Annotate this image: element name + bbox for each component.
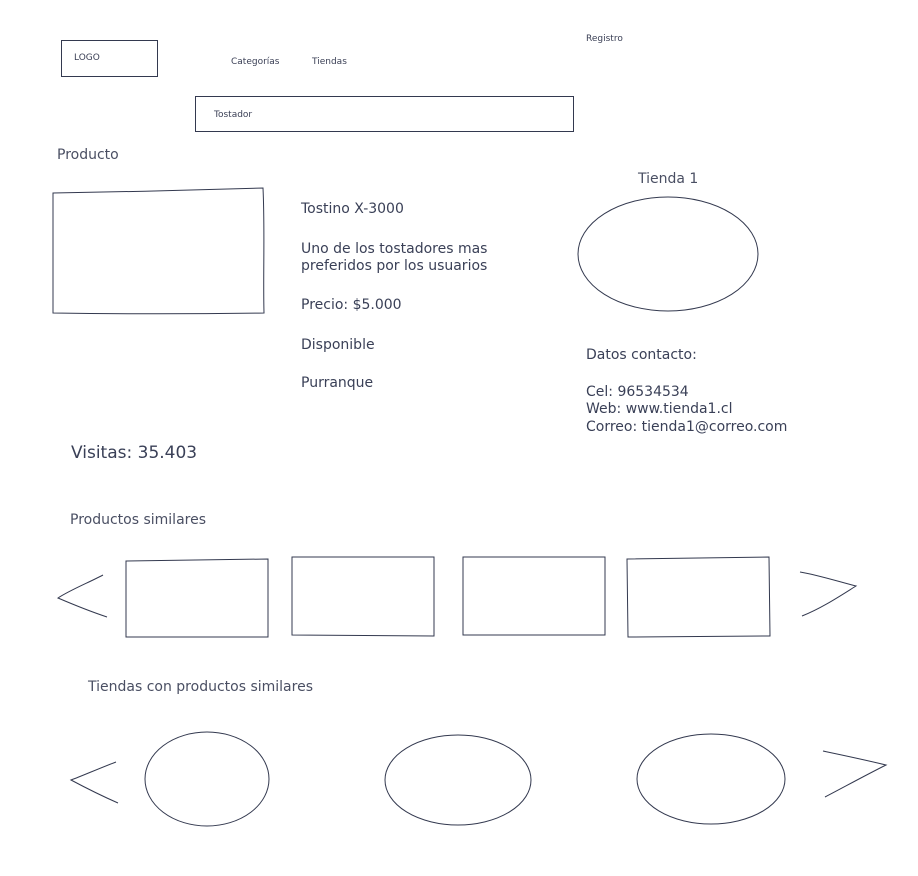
store-web[interactable]: Web: www.tienda1.cl [586, 401, 733, 417]
product-location: Purranque [301, 375, 374, 391]
visits-count: Visitas: 35.403 [71, 443, 198, 463]
store-name: Tienda 1 [638, 171, 699, 187]
store-email[interactable]: Correo: tienda1@correo.com [586, 419, 788, 435]
product-name: Tostino X-3000 [301, 201, 404, 217]
similar-store-avatar[interactable] [385, 735, 531, 825]
store-contact-title: Datos contacto: [586, 347, 697, 363]
similar-store-avatar[interactable] [637, 734, 785, 824]
search-input-value: Tostador [214, 110, 253, 120]
product-price: Precio: $5.000 [301, 297, 402, 313]
product-availability: Disponible [301, 337, 375, 353]
similar-store-avatar[interactable] [145, 732, 269, 826]
product-description: Uno de los tostadores mas preferidos por los usuarios [301, 241, 488, 274]
similar-stores-title: Tiendas con productos similares [88, 679, 313, 695]
nav-item-tiendas[interactable]: Tiendas [312, 57, 347, 67]
nav-item-categorias[interactable]: Categorías [231, 57, 280, 67]
logo-label: LOGO [74, 53, 100, 63]
chevron-left-icon[interactable] [71, 762, 118, 803]
register-link[interactable]: Registro [586, 34, 623, 44]
chevron-right-icon[interactable] [823, 751, 886, 797]
store-phone: Cel: 96534534 [586, 384, 689, 400]
similar-products-title: Productos similares [70, 512, 207, 528]
product-section-title: Producto [57, 147, 119, 163]
